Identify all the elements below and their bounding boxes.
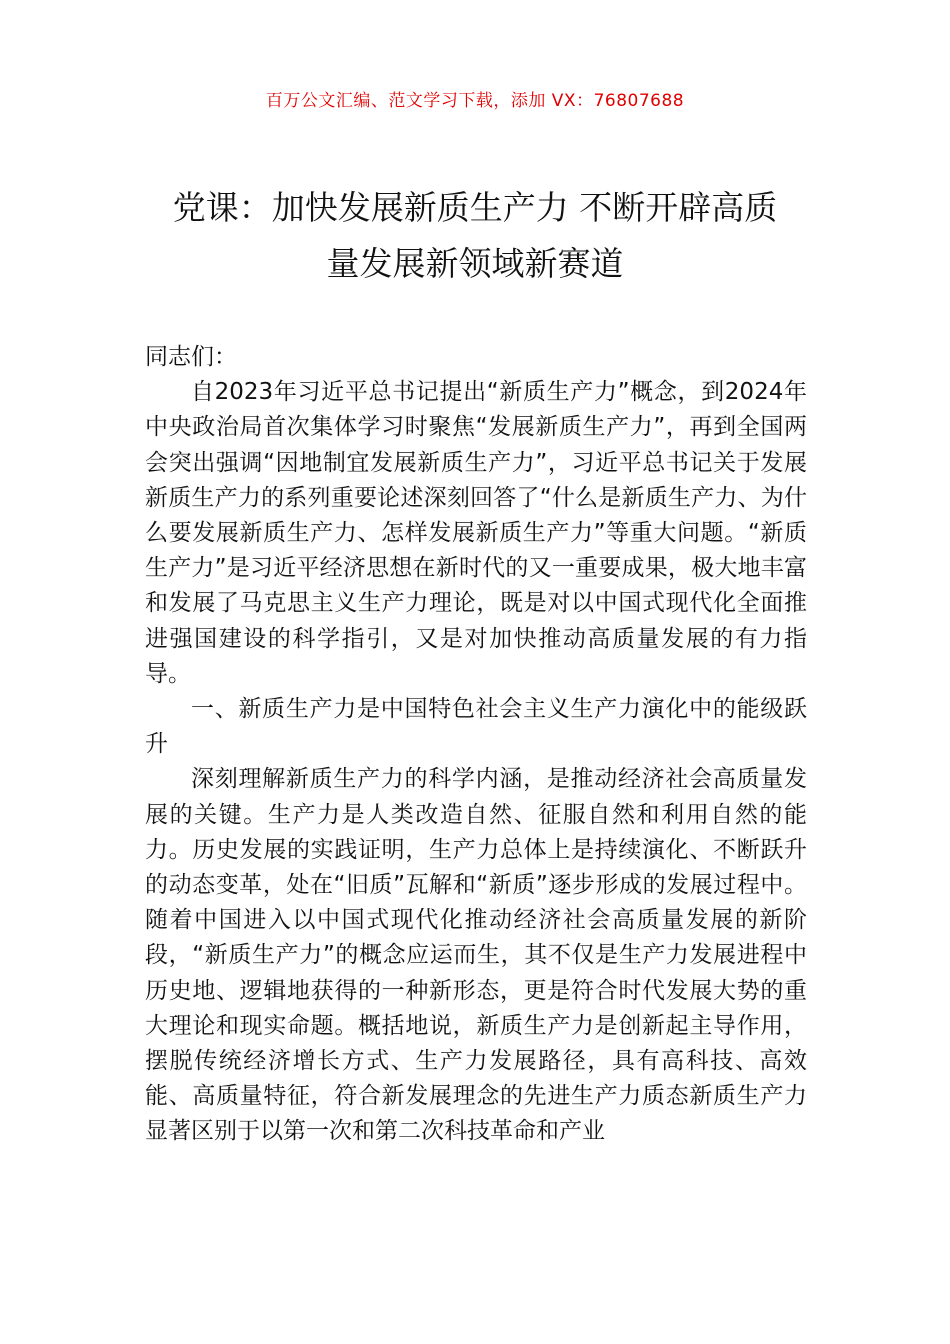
title-line-1: 党课：加快发展新质生产力 不断开辟高质: [172, 188, 778, 227]
salutation: 同志们：: [145, 344, 237, 370]
paragraph-section-1: 深刻理解新质生产力的科学内涵，是推动经济社会高质量发展的关键。生产力是人类改造自然、征服自然和利用自然的能力。历史发展的实践证明，生产力总体上是持续演化、不断跃升的动态变革，处在“旧质”瓦解和“新质”逐步形成的发展过程中。随着中国进入以中国式现代化推动经济社会高质量发展的新阶段，“新质生产力”的概念应运而生，其不仅是生产力发展进程中历史地、逻辑地获得的一种新形态，更是符合时代发展大势的重大理论和现实命题。概括地说，新质生产力是创新起主导作用，摆脱传统经济增长方式、生产力发展路径，具有高科技、高效能、高质量特征，符合新发展理念的先进生产力质态新质生产力显著区别于以第一次和第二次科技革命和产业: [145, 766, 807, 1145]
title-line-2: 量发展新领域新赛道: [326, 244, 624, 283]
paragraph-intro: 自2023年习近平总书记提出“新质生产力”概念，到2024年中央政治局首次集体学习时聚焦“发展新质生产力”，再到全国两会突出强调“因地制宜发展新质生产力”，习近平总书记关于发展新质生产力的系列重要论述深刻回答了“什么是新质生产力、为什么要发展新质生产力、怎样发展新质生产力”等重大问题。“新质生产力”是习近平经济思想在新时代的又一重要成果，极大地丰富和发展了马克思主义生产力理论，既是对以中国式现代化全面推进强国建设的科学指引，又是对加快推动高质量发展的有力指导。: [145, 379, 807, 687]
document-title: [140, 180, 810, 292]
header-promo-note: 百万公文汇编、范文学习下载，添加 VX：76807688: [265, 91, 685, 111]
section-heading-1: 一、新质生产力是中国特色社会主义生产力演化中的能级跃升: [145, 696, 807, 758]
document-body: [145, 340, 807, 1150]
